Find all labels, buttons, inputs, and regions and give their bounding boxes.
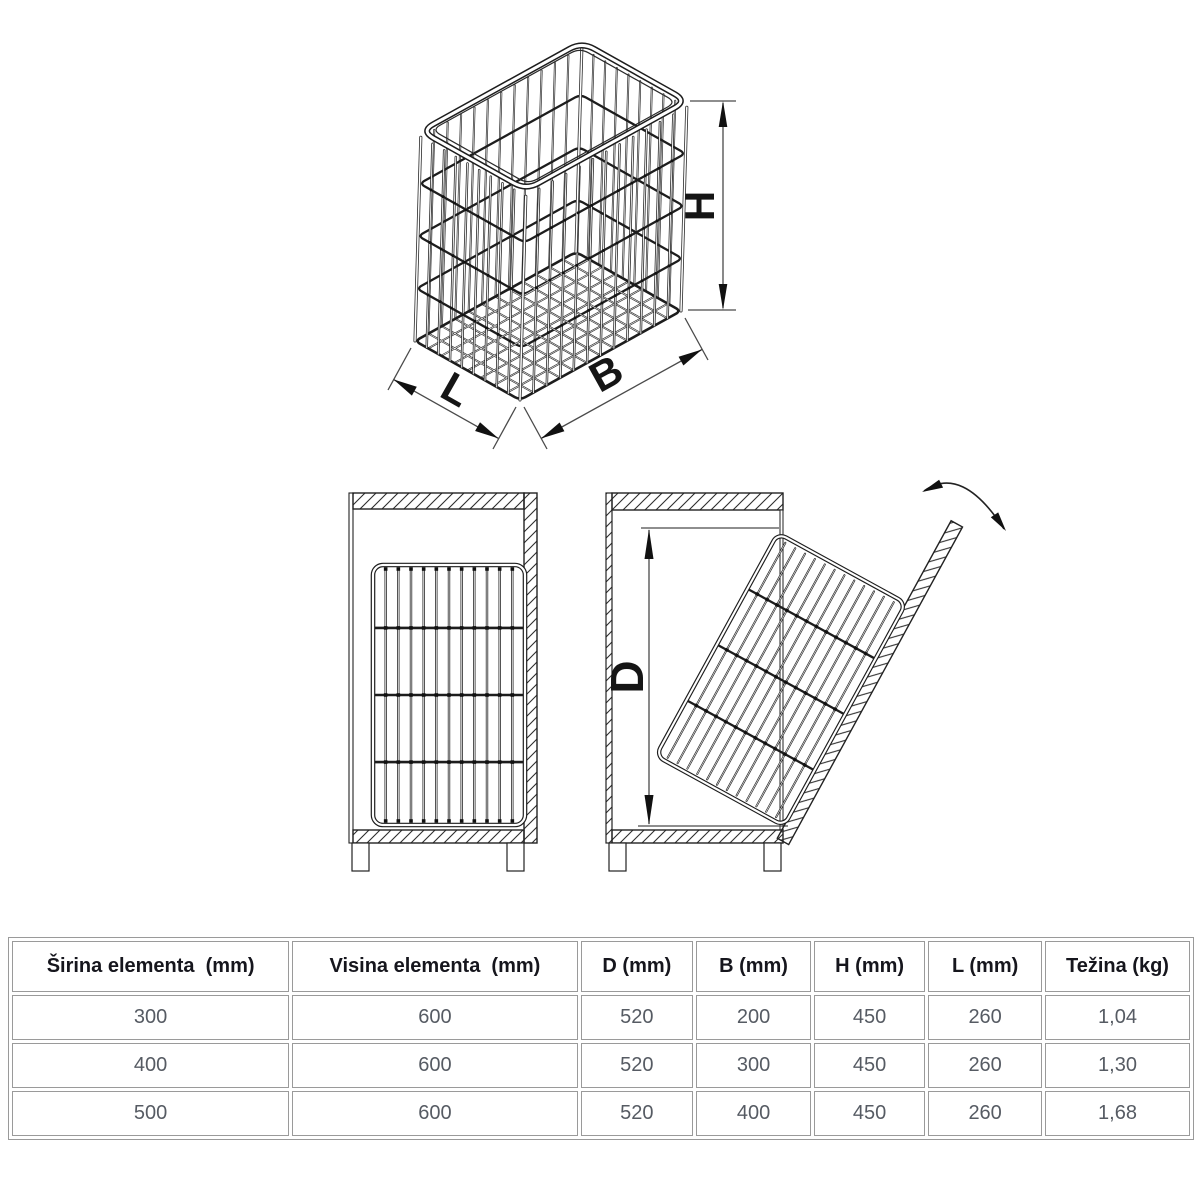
spec-table-section [8, 937, 1194, 1140]
table-cell: 600 [292, 1043, 577, 1088]
column-header: D (mm) [581, 941, 694, 992]
front-top-panel [353, 493, 524, 509]
table-row [12, 1091, 1190, 1136]
table-cell: 400 [696, 1091, 811, 1136]
dim-label-l: L [433, 362, 479, 417]
table-header-row [12, 941, 1190, 992]
table-cell: 200 [696, 995, 811, 1040]
dim-arrow [719, 284, 728, 310]
dim-label-h: H [676, 190, 723, 222]
arc-arrow-head [922, 480, 943, 492]
side-top-panel [612, 493, 783, 510]
table-cell: 520 [581, 1091, 694, 1136]
tilt-direction-arrow [922, 480, 1006, 531]
dim-arrow [475, 422, 498, 438]
front-view-drawing [349, 493, 537, 871]
dim-label-b: B [581, 345, 631, 402]
front-basket-drawing [373, 565, 525, 825]
column-header: L (mm) [928, 941, 1042, 992]
table-cell: 260 [928, 1091, 1042, 1136]
table-cell: 1,68 [1045, 1091, 1190, 1136]
table-cell: 260 [928, 995, 1042, 1040]
side-foot-right [764, 843, 781, 871]
column-header: H (mm) [814, 941, 925, 992]
table-cell: 450 [814, 1091, 925, 1136]
table-cell: 300 [12, 995, 289, 1040]
table-cell: 520 [581, 995, 694, 1040]
table-row [12, 1043, 1190, 1088]
dim-arrow [393, 379, 416, 395]
side-foot-left [609, 843, 626, 871]
tilt-front-panel [777, 521, 962, 845]
table-cell: 400 [12, 1043, 289, 1088]
dim-ext-line [524, 407, 547, 449]
column-header: B (mm) [696, 941, 811, 992]
table-cell: 1,04 [1045, 995, 1190, 1040]
column-header: Širina elementa (mm) [12, 941, 289, 992]
dim-arrow [679, 350, 702, 366]
table-cell: 600 [292, 1091, 577, 1136]
front-foot-right [507, 843, 524, 871]
table-cell: 520 [581, 1043, 694, 1088]
table-cell: 300 [696, 1043, 811, 1088]
table-cell: 260 [928, 1043, 1042, 1088]
column-header: Težina (kg) [1045, 941, 1190, 992]
iso-basket-drawing [415, 45, 687, 400]
dim-label-d: D [601, 660, 653, 694]
side-bottom-panel [612, 830, 783, 843]
dim-arrow [645, 795, 654, 825]
arc-arrow-head [991, 512, 1006, 531]
front-bottom-panel [353, 830, 524, 843]
dim-arrow [645, 529, 654, 559]
dimensions-table [8, 937, 1194, 1140]
table-row [12, 995, 1190, 1040]
table-cell: 500 [12, 1091, 289, 1136]
dim-arrow [541, 423, 564, 439]
front-foot-left [352, 843, 369, 871]
dim-arrow [719, 101, 728, 127]
table-cell: 450 [814, 995, 925, 1040]
table-cell: 600 [292, 995, 577, 1040]
front-left-panel [349, 493, 353, 843]
table-cell: 450 [814, 1043, 925, 1088]
table-cell: 1,30 [1045, 1043, 1190, 1088]
dim-line [541, 350, 702, 439]
dim-ext-line [493, 407, 516, 449]
column-header: Visina elementa (mm) [292, 941, 577, 992]
